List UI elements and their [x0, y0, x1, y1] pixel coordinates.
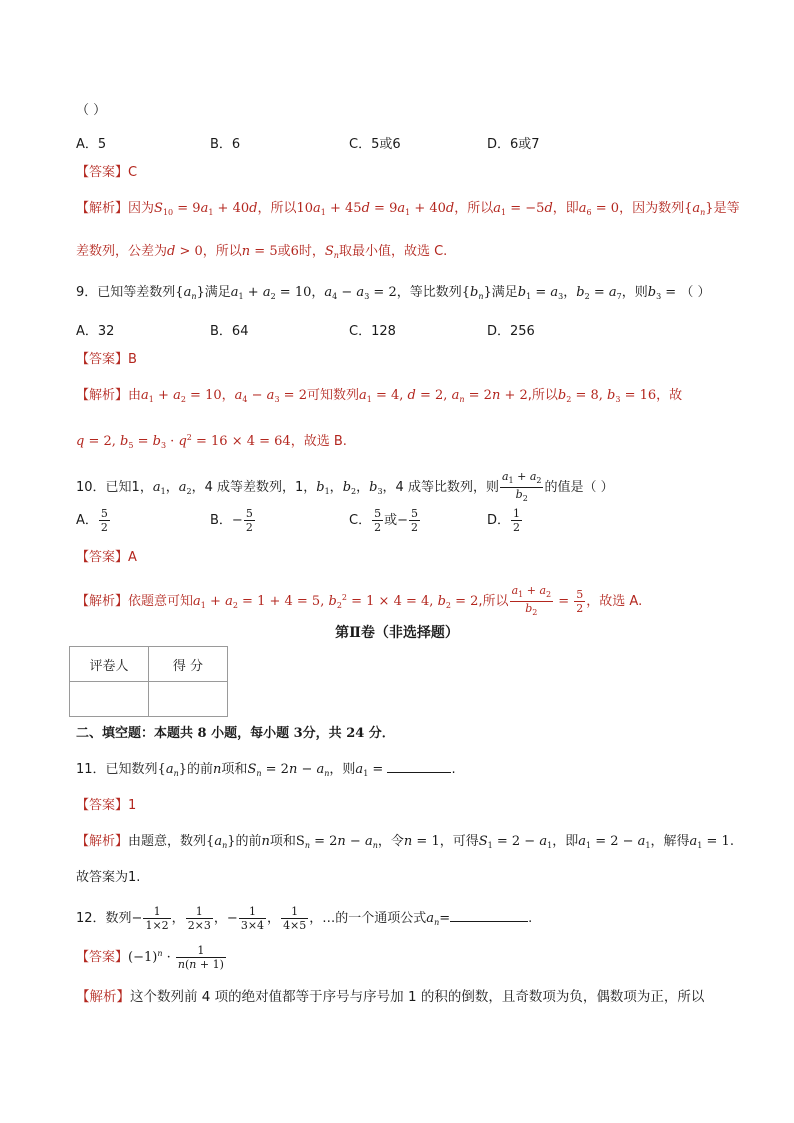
- fraction: $\frac{a_1 + a_2}{b_2}$: [501, 470, 542, 503]
- q10-option-c: C． $\frac{5}{2}$ 或− $\frac{5}{2}$: [349, 507, 418, 534]
- q8-option-b: B．6: [210, 137, 241, 152]
- answer-tag: 【答案】: [76, 950, 129, 965]
- q10-option-a: A． $\frac{5}{2}$: [76, 507, 108, 534]
- q8-analysis-line2: 差数列，公差为d > 0，所以n = 5或6时，$S_n$取最小值，故选 C.: [76, 244, 448, 260]
- q11-answer: [76, 797, 136, 815]
- answer-value: A: [128, 550, 137, 565]
- analysis-tag: 【解析】: [76, 989, 130, 1005]
- answer-blank[interactable]: [450, 909, 528, 922]
- answer-value: B: [128, 352, 137, 367]
- q9-analysis-line2: q = 2, $b_5 = b_3 \cdot q^2 = 16 \times 4 = 64$，故选 B.: [76, 433, 347, 450]
- answer-tag: 【答案】: [76, 165, 129, 180]
- q10-analysis: 【解析】依题意可知$a_1 + a_2 = 1 + 4 = 5$, $b_2^2 = 1 \times 4 = 4$, $b_2 = 2$,所以 $\frac{a_1 + a_2}{b_2}$ = $\frac{5}{2}$ ，故选 A.: [76, 584, 643, 617]
- answer-value: 1: [128, 798, 137, 813]
- fill-section-heading: 二、填空题：本题共 8 小题，每小题 3分，共 24 分．: [76, 726, 395, 741]
- score-table-header-score: 得 分: [149, 647, 228, 682]
- answer-blank[interactable]: [387, 760, 451, 773]
- q9-analysis-line1: 【解析】由$a_1 + a_2 = 10$，$a_4 - a_3 = 2$可知数列$a_1 = 4$, d = 2, $a_n = 2n + 2$,所以$b_2 = 8$, $b_3 = 16$，故: [76, 388, 683, 404]
- q8-option-c: C．5或6: [349, 137, 401, 152]
- score-table-cell: [70, 682, 149, 717]
- q10-answer: [76, 549, 137, 567]
- score-table-cell: [149, 682, 228, 717]
- analysis-tag: 【解析】: [76, 388, 129, 403]
- q11-analysis: 【解析】由题意，数列$\{a_n\}$的前n项和$S_n = 2n - a_n$，令n = 1，可得$S_1 = 2 - a_1$，即$a_1 = 2 - a_1$，解得$a_1 = 1$.: [76, 834, 734, 850]
- q11-stem: 11．已知数列$\{a_n\}$的前n项和$S_n = 2n - a_n$，则$a_1$ = .: [76, 762, 456, 778]
- q8-option-d: D．6或7: [487, 137, 540, 152]
- q9-option-c: C．128: [349, 324, 396, 339]
- q8-answer: [76, 164, 137, 182]
- q10-stem: 10．已知1，$a_1$，$a_2$，4 成等差数列，1，$b_1$，$b_2$，$b_3$，4 成等比数列，则 $\frac{a_1 + a_2}{b_2}$ 的值是（ ）: [76, 470, 614, 503]
- q8-stem-tail: （ ）: [76, 103, 107, 118]
- q8-analysis-line1: 【解析】因为$S_{10} = 9a_1 + 40d$，所以$10a_1 + 45d = 9a_1 + 40d$，所以$a_1 = -5d$，即$a_6 = 0$，因为数列$\{a_n\}$是等: [76, 201, 740, 217]
- answer-tag: 【答案】: [76, 352, 129, 367]
- q9-stem: 9．已知等差数列$\{a_n\}$满足$a_1 + a_2 = 10$，$a_4 - a_3 = 2$，等比数列$\{b_n\}$满足$b_1 = a_3$，$b_2 = a_7$，则$b_3$ = （ ）: [76, 285, 711, 301]
- q9-answer: [76, 351, 137, 369]
- q9-option-a: A．32: [76, 324, 115, 339]
- q12-analysis: 【解析】这个数列前 4 项的绝对值都等于序号与序号加 1 的积的倒数，且奇数项为负，偶数项为正，所以: [76, 989, 705, 1005]
- q12-answer: 【答案】$(-1)^n$ · $\frac{1}{n(n + 1)}$: [76, 944, 224, 971]
- q12-stem: 12．数列− $\frac{1}{1\times 2}$ ， $\frac{1}{2\times 3}$ ，− $\frac{1}{3\times 4}$ ， $\frac{1}{4\times 5}$ ，…的一个通项公式$a_n=$ .: [76, 905, 533, 932]
- q9-option-b: B．64: [210, 324, 249, 339]
- q10-option-d: D． $\frac{1}{2}$: [487, 507, 521, 534]
- answer-tag: 【答案】: [76, 798, 129, 813]
- analysis-tag: 【解析】: [76, 594, 129, 609]
- q10-option-b: B．− $\frac{5}{2}$: [210, 507, 253, 534]
- score-table: [69, 646, 228, 717]
- q11-conclusion: 故答案为1.: [76, 870, 141, 885]
- q8-option-a: A．5: [76, 137, 107, 152]
- answer-value: C: [128, 165, 138, 180]
- answer-tag: 【答案】: [76, 550, 129, 565]
- analysis-tag: 【解析】: [76, 201, 129, 216]
- analysis-tag: 【解析】: [76, 834, 129, 849]
- score-table-header-grader: 评卷人: [70, 647, 149, 682]
- q9-option-d: D．256: [487, 324, 535, 339]
- section-title: 第Ⅱ卷（非选择题）: [335, 625, 459, 641]
